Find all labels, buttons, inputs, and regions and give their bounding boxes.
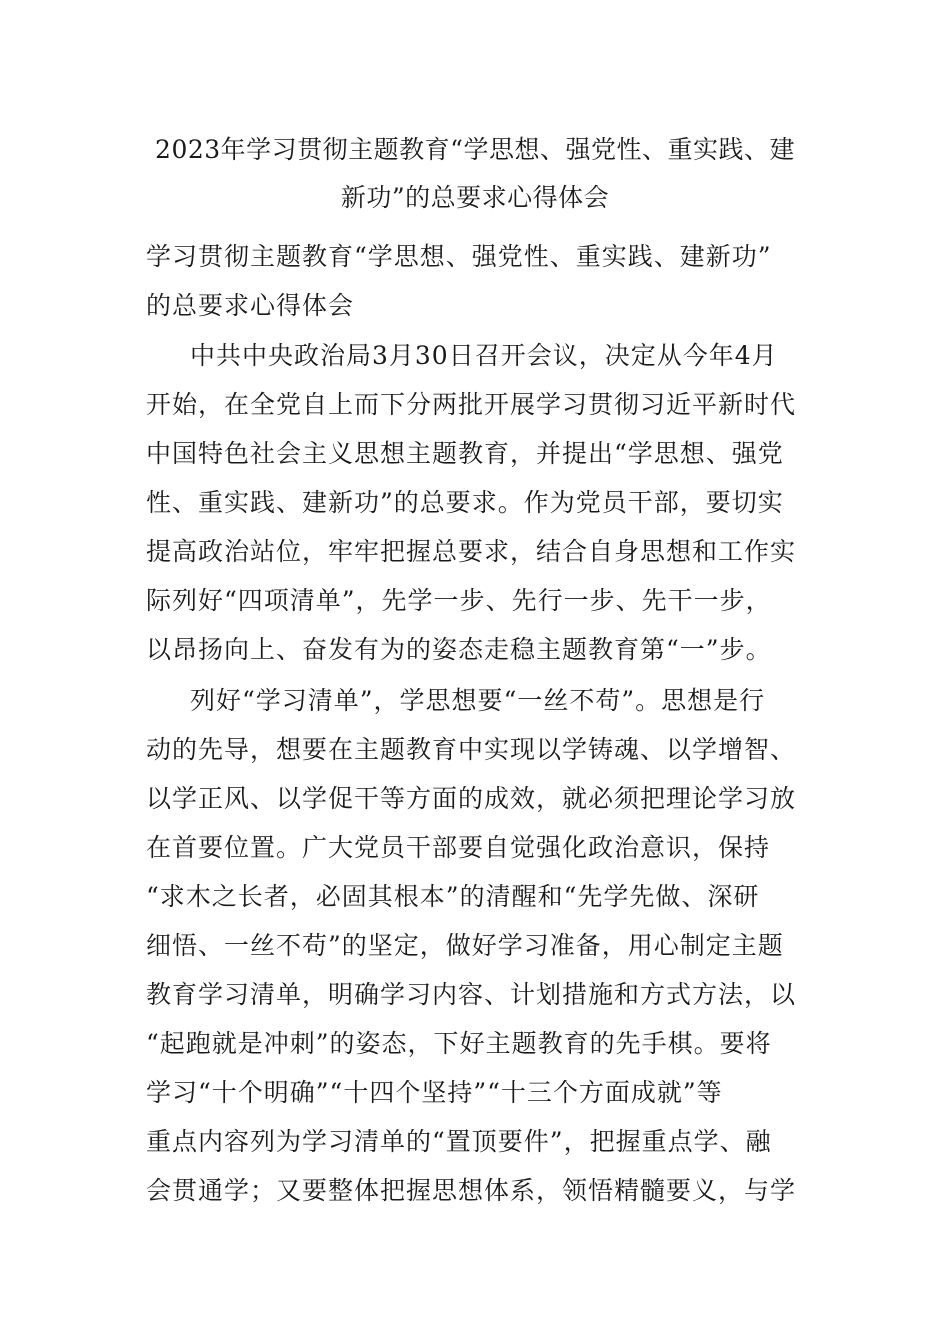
paragraph-line: 开始，在全党自上而下分两批开展学习贯彻习近平新时代 (146, 390, 797, 419)
paragraph-line: 以学正风、以学促干等方面的成效，就必须把理论学习放 (146, 784, 797, 813)
paragraph-line: “起跑就是冲刺”的姿态，下好主题教育的先手棋。要将 (146, 1029, 772, 1058)
paragraph-line: 重点内容列为学习清单的“置顶要件”，把握重点学、融 (146, 1127, 772, 1156)
paragraph-line: 细悟、一丝不苟”的坚定，做好学习准备，用心制定主题 (146, 931, 784, 960)
paragraph-line: 教育学习清单，明确学习内容、计划措施和方式方法，以 (146, 980, 797, 1009)
subtitle-line: 学习贯彻主题教育“学思想、强党性、重实践、建新功” (146, 242, 772, 271)
paragraph-2 (146, 676, 810, 1215)
paragraph-line: 列好“学习清单”，学思想要“一丝不苟”。思想是行 (190, 686, 766, 715)
paragraph-line: 以昂扬向上、奋发有为的姿态走稳主题教育第“一”步。 (146, 635, 772, 664)
paragraph-line: 际列好“四项清单”，先学一步、先行一步、先干一步， (146, 586, 772, 615)
title-line: 2023年学习贯彻主题教育“学思想、强党性、重实践、建 (155, 135, 795, 164)
paragraph-line: 性、重实践、建新功”的总要求。作为党员干部，要切实 (146, 488, 784, 517)
document-title (130, 126, 820, 222)
title-line: 新功”的总要求心得体会 (340, 183, 610, 212)
paragraph-line: 会贯通学；又要整体把握思想体系，领悟精髓要义，与学 (146, 1176, 797, 1205)
paragraph-line: 在首要位置。广大党员干部要自觉强化政治意识，保持 (146, 833, 771, 862)
subtitle-line: 的总要求心得体会 (146, 291, 355, 320)
paragraph-line: 学习“十个明确”“十四个坚持”“十三个方面成就”等 (146, 1078, 723, 1107)
document-subtitle (146, 232, 810, 330)
paragraph-line: 中国特色社会主义思想主题教育，并提出“学思想、强党 (146, 439, 784, 468)
paragraph-line: “求木之长者，必固其根本”的清醒和“先学先做、深研 (146, 882, 760, 911)
paragraph-line: 动的先导，想要在主题教育中实现以学铸魂、以学增智、 (146, 735, 797, 764)
paragraph-line: 提高政治站位，牢牢把握总要求，结合自身思想和工作实 (146, 537, 797, 566)
paragraph-line: 中共中央政治局3月30日召开会议，决定从今年4月 (190, 341, 778, 370)
paragraph-1 (146, 331, 810, 674)
